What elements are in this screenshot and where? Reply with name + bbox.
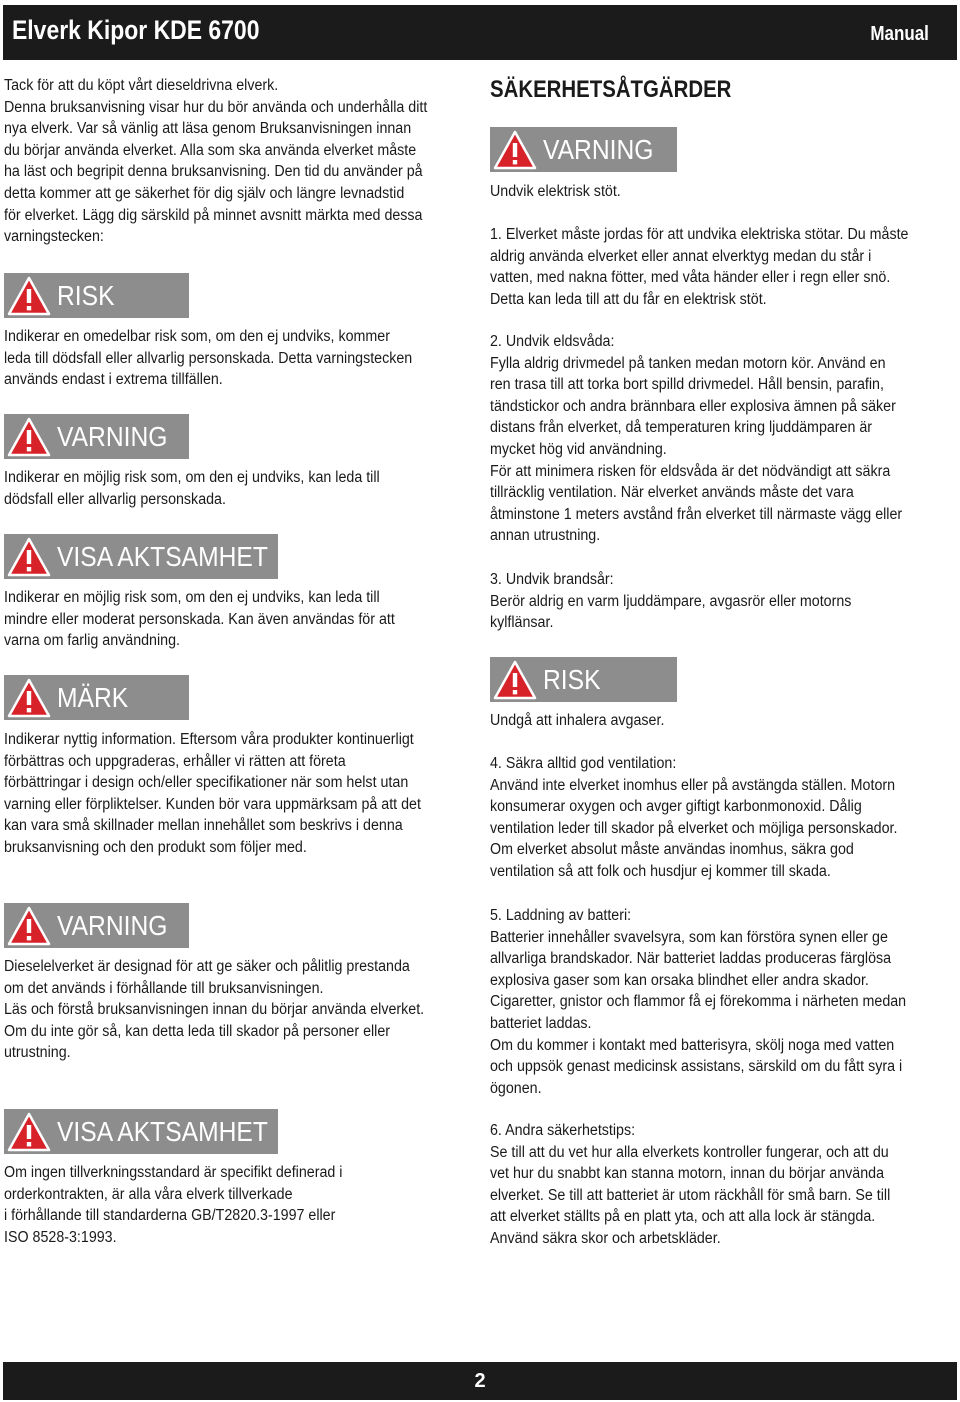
aktsamhet-badge	[4, 534, 278, 579]
badge-label: VISA AKTSAMHET	[57, 1115, 268, 1147]
section-heading: SÄKERHETSÅTGÄRDER	[490, 76, 732, 103]
safety-item-3: 3. Undvik brandsår: Berör aldrig en varm ljuddämpare, avgasrör eller motorns kylflänsar.	[490, 571, 852, 632]
aktsamhet-badge-2	[4, 1109, 278, 1154]
safety-item-5: 5. Laddning av batteri: Batterier innehåller svavelsyra, som kan förstöra synen eller ge allvarliga brandskador. När batteriet laddas produceras färglösa explosiva gaser som kan orsaka blindhet eller andra skador. Cigaretter, gnistor och flammor få ej förekomma i närheten medan batteriet laddas. Om du kommer i kontakt med batterisyra, skölj noga med vatten och uppsök genast medicinsk assistans, särskild om du fått syra i ögonen.	[490, 907, 907, 1097]
risk-badge	[4, 273, 189, 318]
safety-item-1: 1. Elverket måste jordas för att undvika elektriska stötar. Du måste aldrig använda elverket eller annat elverktyg medan du står i vatten, med nakna fötter, med våta händer eller i regn eller snö. Detta kan leda till att du får en elektrisk stöt.	[490, 226, 909, 308]
header-bar	[3, 5, 957, 60]
badge-label: RISK	[543, 663, 601, 695]
warning-triangle-icon	[7, 276, 51, 316]
aktsamhet-description: Indikerar en möjlig risk som, om den ej undviks, kan leda till mindre eller moderat personskada. Kan även användas för att varna om farlig användning.	[4, 589, 395, 650]
badge-label: VARNING	[57, 909, 168, 941]
safety-item-2: 2. Undvik eldsvåda: Fylla aldrig drivmedel på tanken medan motorn kör. Använd en ren trasa till att torka bort spilld drivmedel. Håll bensin, parafin, tändstickor och andra brännbara eller explosiva ämnen på säker distans från elverket, då temperaturen kring ljuddämparen är mycket hög vid användning. För att minimera risken för eldsvåda är det nödvändigt att säkra tillräcklig ventilation. När elverket används måste det vara åtminstone 1 meters avstånd från elverket till närmaste vägg eller annan utrustning.	[490, 333, 903, 545]
safety-item-4: 4. Säkra alltid god ventilation: Använd inte elverket inomhus eller på avstängda ställen. Motorn konsumerar oxygen och avger giftigt karbonmonoxid. Dålig ventilation leder till skador på elverket och möjliga personskador. Om elverket absolut måste användas inomhus, säkra god ventilation så att folk och husdjur ej kommer till skada.	[490, 755, 898, 880]
footer-bar	[3, 1362, 957, 1400]
warning-triangle-icon	[7, 906, 51, 946]
safety-item-6: 6. Andra säkerhetstips: Se till att du vet hur alla elverkets kontroller fungerar, och att du vet hur du snabbt kan stanna motorn, innan du börjar använda elverket. Se till att batteriet är utom räckhåll för små barn. Se till att elverket ställts på en platt yta, och att alla lock är stängda. Använd säkra skor och arbetskläder.	[490, 1122, 891, 1247]
shock-intro: Undvik elektrisk stöt.	[490, 183, 621, 200]
document-title: Elverk Kipor KDE 6700	[12, 15, 260, 45]
intro-text: Tack för att du köpt vårt dieseldrivna elverk. Denna bruksanvisning visar hur du bör använda och underhålla ditt nya elverk. Var så vänlig att läsa genom Bruksanvisningen innan du börjar använda elverket. Alla som ska använda elverket måste ha läst och begripit denna bruksanvisning. Den tid du använder på detta kommer att ge säkerhet för dig själv och längre levnadstid för elverket. Lägg dig särskild på minnet avsnitt märkta med dessa varningstecken:	[4, 77, 428, 246]
mark-badge	[4, 675, 189, 720]
varning-badge-2	[4, 903, 189, 948]
warning-triangle-icon	[7, 678, 51, 718]
badge-label: MÄRK	[57, 681, 129, 713]
varning-description: Indikerar en möjlig risk som, om den ej undviks, kan leda till dödsfall eller allvarlig personskada.	[4, 469, 380, 508]
varning-badge	[4, 414, 189, 459]
varning-description-2: Dieselelverket är designad för att ge säker och pålitlig prestanda om det används i förhållande till bruksanvisningen. Läs och förstå bruksanvisningen innan du börjar använda elverket. Om du inte gör så, kan detta leda till skador på personer eller utrustning.	[4, 958, 425, 1062]
risk-badge-right	[490, 657, 677, 702]
badge-label: VARNING	[543, 133, 654, 165]
warning-triangle-icon	[493, 130, 537, 170]
badge-label: VISA AKTSAMHET	[57, 540, 268, 572]
aktsamhet-description-2: Om ingen tillverkningsstandard är specifikt definerad i orderkontrakten, är alla våra elverk tillverkade i förhållande till standarderna GB/T2820.3-1997 eller ISO 8528-3:1993.	[4, 1164, 343, 1246]
badge-label: VARNING	[57, 420, 168, 452]
risk-intro: Undgå att inhalera avgaser.	[490, 712, 665, 729]
manual-label: Manual	[870, 23, 929, 45]
mark-description: Indikerar nyttig information. Eftersom våra produkter kontinuerligt förbättras och uppgraderas, erhåller vi rätten att företa förbättringar i design och/eller specifikationer när som helst utan varning eller förpliktelser. Kunden bör vara uppmärksam på att det kan vara små skillnader mellan innehållet som beskrivs i denna bruksanvisning och den produkt som följer med.	[4, 731, 421, 856]
warning-triangle-icon	[7, 1112, 51, 1152]
badge-label: RISK	[57, 279, 115, 311]
risk-description: Indikerar en omedelbar risk som, om den ej undviks, kommer leda till dödsfall eller allvarlig personskada. Detta varningstecken används endast i extrema tillfällen.	[4, 328, 413, 389]
warning-triangle-icon	[7, 417, 51, 457]
varning-badge-right	[490, 127, 677, 172]
warning-triangle-icon	[7, 537, 51, 577]
warning-triangle-icon	[493, 660, 537, 700]
page-number: 2	[474, 1370, 486, 1392]
